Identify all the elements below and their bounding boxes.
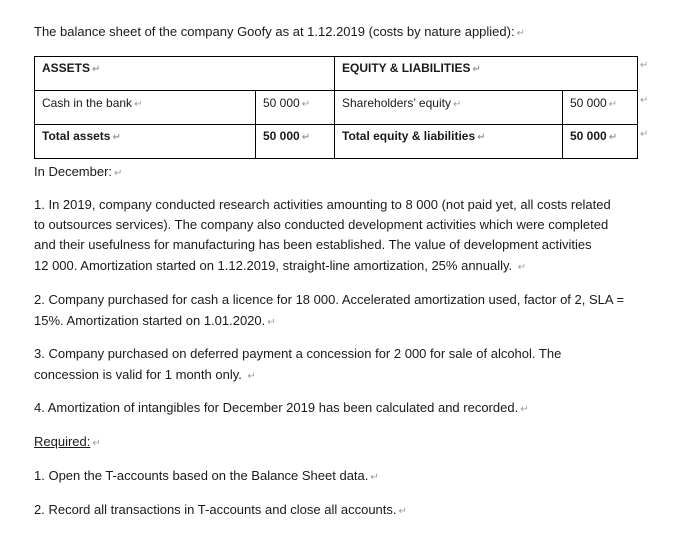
paragraph-mark-icon: ↵ <box>608 99 618 110</box>
item1-line3: and their usefulness for manufacturing has been established. The value of development activities <box>34 237 592 252</box>
paragraph-mark-icon: ↵ <box>477 132 486 143</box>
paragraph-mark-icon: ↵ <box>114 168 123 179</box>
item2-line2-wrap <box>34 311 276 333</box>
item1-line4: 12 000. Amortization started on 1.12.2019, straight-line amortization, 25% annually. <box>34 258 513 273</box>
item4-line1-wrap <box>34 398 529 420</box>
paragraph-mark-icon: ↵ <box>608 132 618 143</box>
intro-label: In December: <box>34 164 113 179</box>
item4-line1: 4. Amortization of intangibles for December 2019 has been calculated and recorded. <box>34 400 519 415</box>
balance-sheet-table <box>34 56 638 159</box>
paragraph-mark-icon: ↵ <box>301 132 311 143</box>
required-label: Required: <box>34 434 91 449</box>
paragraph-mark-icon: ↵ <box>267 317 276 328</box>
header-equity-cell <box>334 56 638 91</box>
paragraph-mark-icon: ↵ <box>452 99 462 110</box>
paragraph-mark-icon: ↵ <box>398 506 407 517</box>
row2-asset-value: 50 000 <box>263 129 300 143</box>
requirement-1-wrap <box>34 466 379 488</box>
paragraph-mark-icon: ↵ <box>247 371 256 382</box>
paragraph-mark-icon: ↵ <box>92 64 101 75</box>
document-title <box>34 22 525 44</box>
item2-line1: 2. Company purchased for cash a licence for 18 000. Accelerated amortization used, factor of 2, SLA = <box>34 292 625 307</box>
row2-asset-value-cell <box>255 124 335 159</box>
item3-line1: 3. Company purchased on deferred payment a concession for 2 000 for sale of alcohol. The <box>34 346 562 361</box>
item3-line2: concession is valid for 1 month only. <box>34 367 242 382</box>
requirement-2: 2. Record all transactions in T-accounts and close all accounts. <box>34 502 397 517</box>
item1-line1: 1. In 2019, company conducted research activities amounting to 8 000 (not paid yet, all costs related <box>34 197 611 212</box>
required-heading <box>34 432 101 454</box>
row2-eq-label-cell <box>334 124 563 159</box>
row2-asset-label-cell <box>34 124 256 159</box>
row2-eq-value: 50 000 <box>570 129 607 143</box>
row1-eq-value-cell <box>562 90 638 125</box>
requirement-1: 1. Open the T-accounts based on the Balance Sheet data. <box>34 468 369 483</box>
header-assets-cell <box>34 56 335 91</box>
item2-line2: 15%. Amortization started on 1.01.2020. <box>34 313 266 328</box>
row-end-mark-icon: ↵ <box>640 95 649 106</box>
paragraph-mark-icon: ↵ <box>134 99 143 110</box>
row1-asset-value: 50 000 <box>263 96 300 110</box>
header-equity-liabilities: EQUITY & LIABILITIES <box>342 61 471 75</box>
row1-asset-label-cell <box>34 90 256 125</box>
row1-eq-label: Shareholders’ equity <box>342 96 451 110</box>
paragraph-mark-icon: ↵ <box>370 472 379 483</box>
paragraph-mark-icon: ↵ <box>517 262 527 273</box>
paragraph-mark-icon: ↵ <box>516 28 525 39</box>
item3-line2-wrap <box>34 365 256 387</box>
item1-line2: to outsources services). The company also conducted development activities which were completed <box>34 217 609 232</box>
row-end-mark-icon: ↵ <box>640 60 649 71</box>
row2-eq-label: Total equity & liabilities <box>342 129 476 143</box>
title-text: The balance sheet of the company Goofy as at 1.12.2019 (costs by nature applied): <box>34 24 515 39</box>
paragraph-mark-icon: ↵ <box>520 404 529 415</box>
paragraph-mark-icon: ↵ <box>92 438 101 449</box>
paragraph-mark-icon: ↵ <box>112 132 121 143</box>
row-end-mark-icon: ↵ <box>640 129 649 140</box>
header-assets: ASSETS <box>42 61 91 75</box>
item1-line4-wrap <box>34 256 526 278</box>
row1-eq-label-cell <box>334 90 563 125</box>
row1-asset-label: Cash in the bank <box>42 96 133 110</box>
intro-text <box>34 162 122 184</box>
row1-eq-value: 50 000 <box>570 96 607 110</box>
row2-asset-label: Total assets <box>42 129 111 143</box>
paragraph-mark-icon: ↵ <box>472 64 481 75</box>
requirement-2-wrap <box>34 500 407 522</box>
row2-eq-value-cell <box>562 124 638 159</box>
row1-asset-value-cell <box>255 90 335 125</box>
paragraph-mark-icon: ↵ <box>301 99 311 110</box>
